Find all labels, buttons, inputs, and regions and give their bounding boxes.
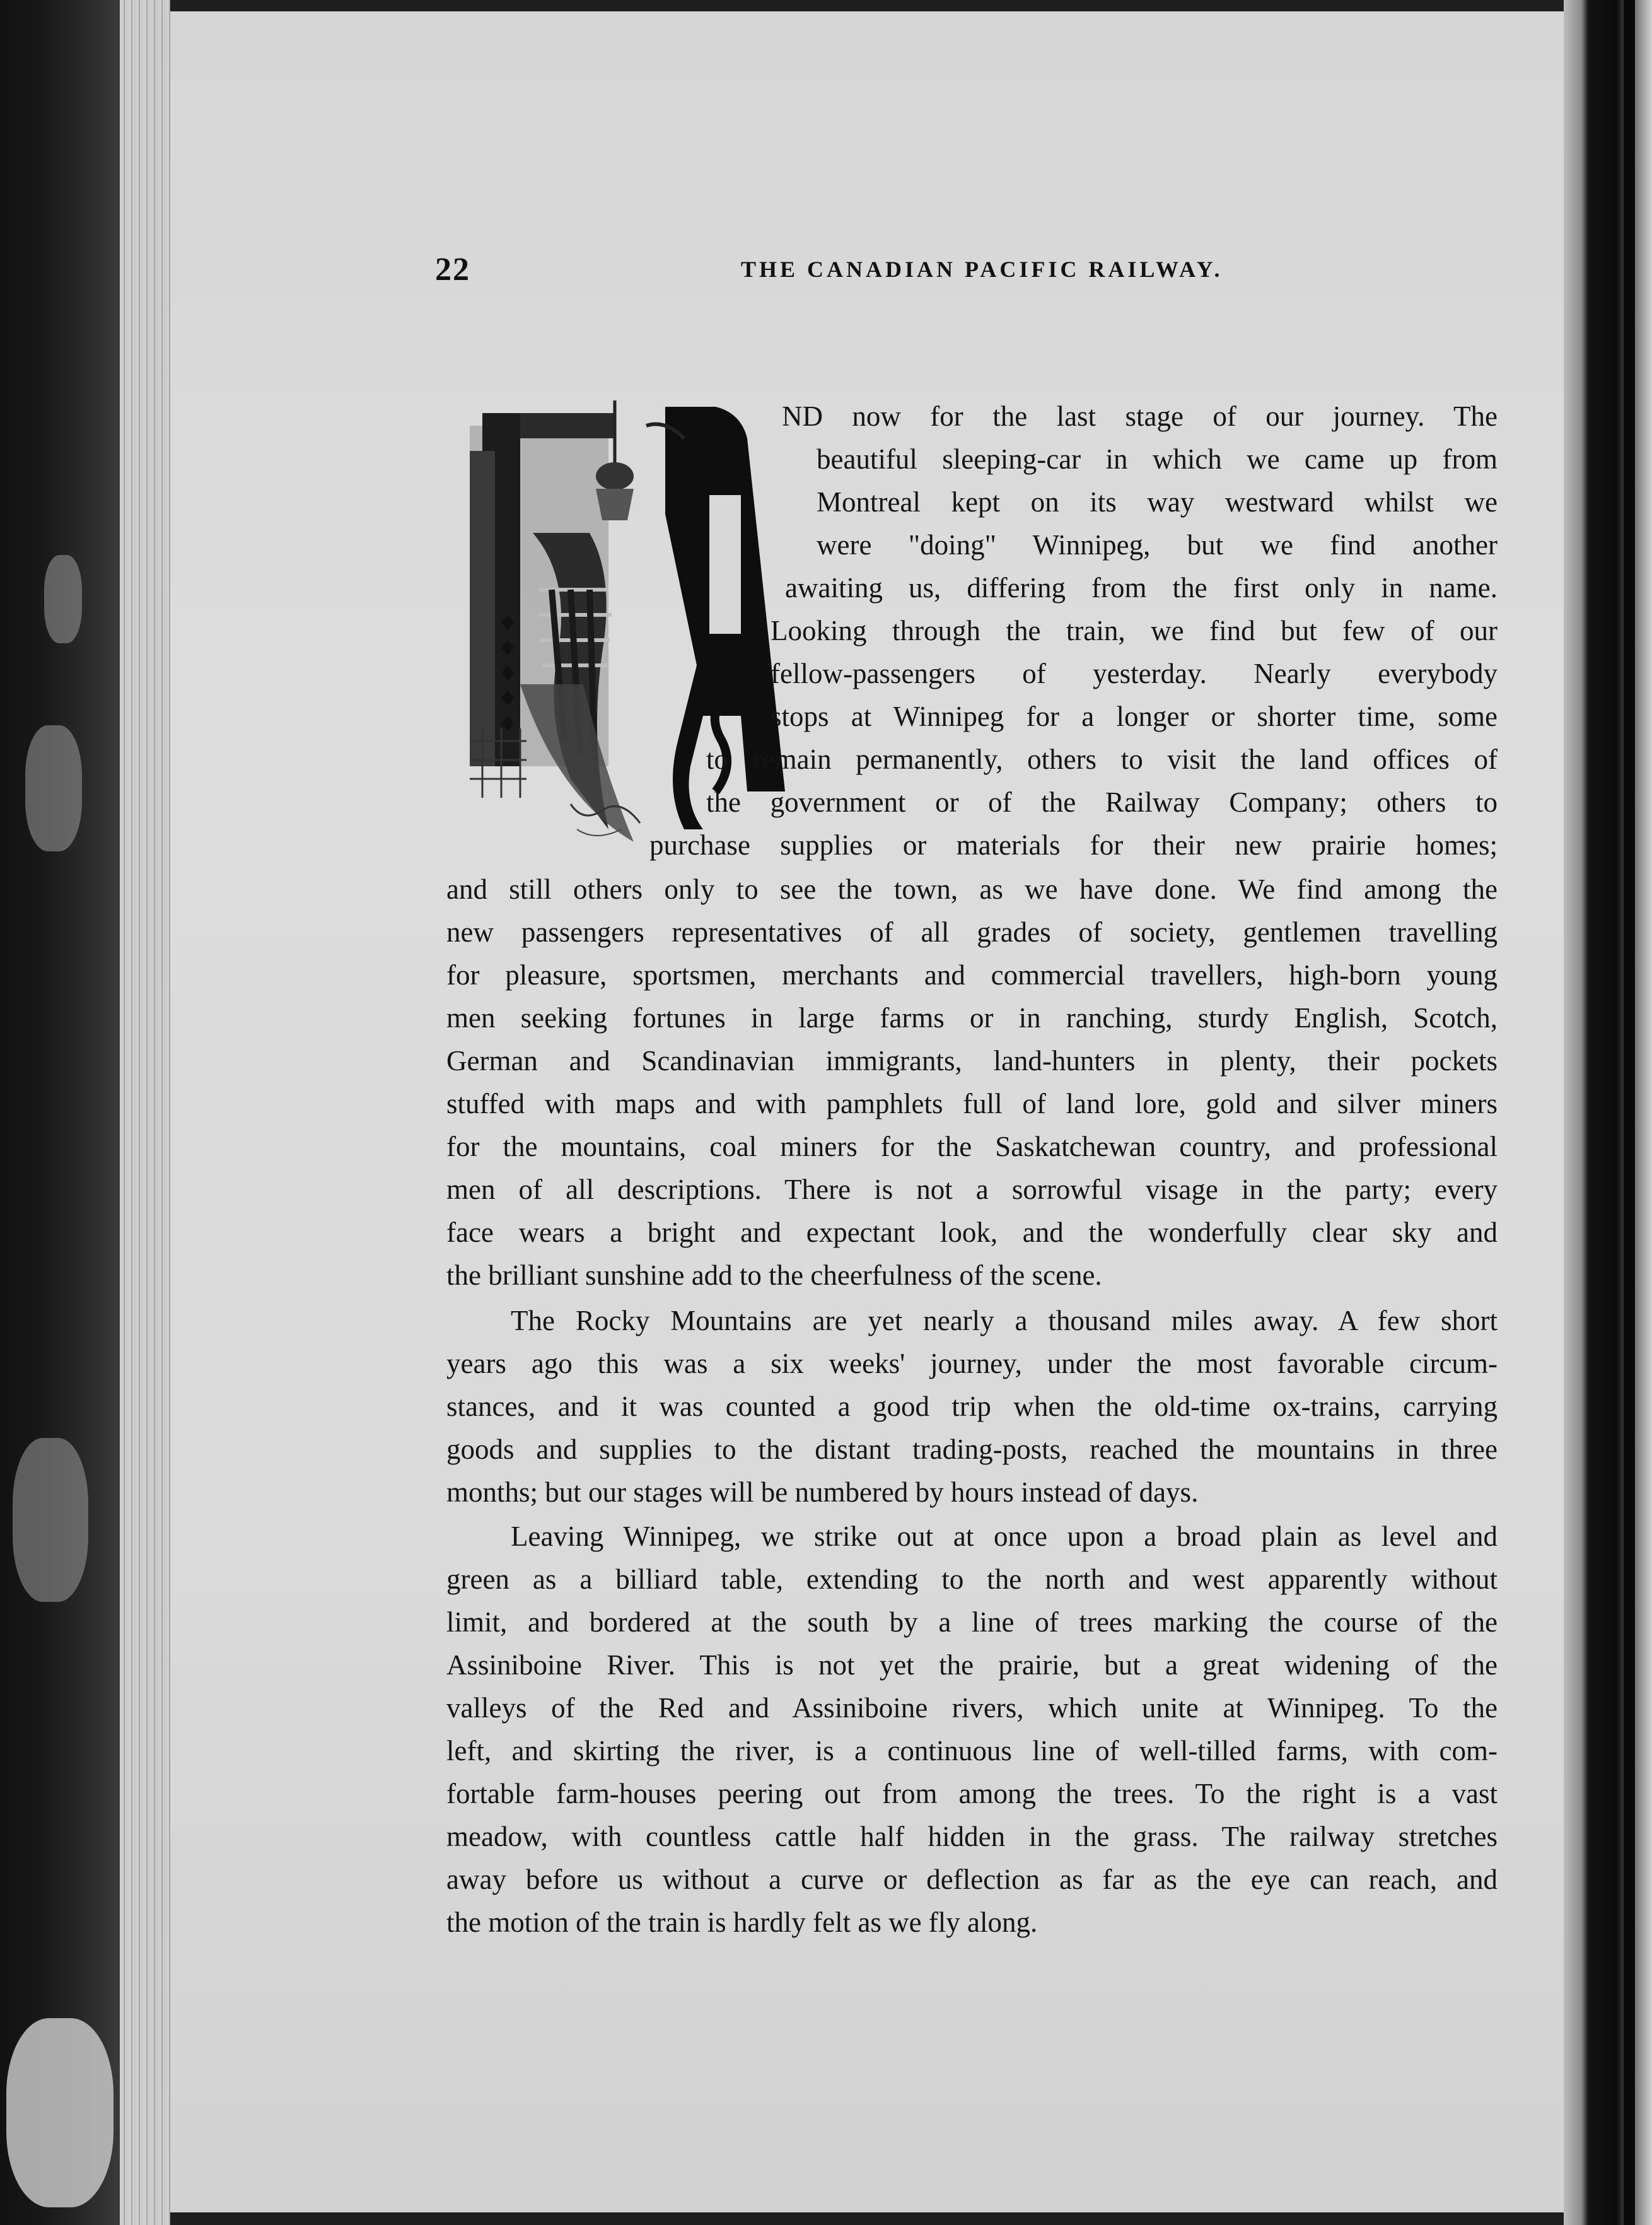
text-line: men seeking fortunes in large farms or in ranching, sturdy English, Scotch, <box>446 1002 1498 1034</box>
text-line: left, and skirting the river, is a continuous line of well-tilled farms, with com- <box>446 1735 1498 1767</box>
right-gutter-shadow <box>1564 0 1652 2225</box>
text-line: limit, and bordered at the south by a line of trees marking the course of the <box>446 1606 1498 1638</box>
text-line: goods and supplies to the distant trading-posts, reached the mountains in three <box>446 1434 1498 1465</box>
running-title: THE CANADIAN PACIFIC RAILWAY. <box>741 257 1223 282</box>
text-line: ND now for the last stage of our journey. The <box>782 400 1498 432</box>
running-head <box>435 251 1330 295</box>
text-line: green as a billiard table, extending to the north and west apparently without <box>446 1563 1498 1595</box>
text-line: for the mountains, coal miners for the Saskatchewan country, and professional <box>446 1131 1498 1162</box>
text-line: face wears a bright and expectant look, and the wonderfully clear sky and <box>446 1217 1498 1248</box>
text-line: the motion of the train is hardly felt as we fly along. <box>446 1907 1038 1938</box>
page-edge-stack <box>120 0 170 2225</box>
text-line: beautiful sleeping-car in which we came up from <box>817 443 1498 475</box>
text-line: Assiniboine River. This is not yet the prairie, but a great widening of the <box>446 1649 1498 1681</box>
text-line: fellow-passengers of yesterday. Nearly everybody <box>771 658 1498 689</box>
text-line: men of all descriptions. There is not a sorrowful visage in the party; every <box>446 1174 1498 1205</box>
dark-left-margin <box>0 0 120 2225</box>
text-line: to remain permanently, others to visit the land offices of <box>706 744 1498 775</box>
text-line: stances, and it was counted a good trip when the old-time ox-trains, carrying <box>446 1391 1498 1422</box>
text-line: purchase supplies or materials for their new prairie homes; <box>649 829 1498 861</box>
sleeping-car-illustration <box>470 400 640 842</box>
text-line: meadow, with countless cattle half hidden in the grass. The railway stretches <box>446 1821 1498 1852</box>
text-line: stops at Winnipeg for a longer or shorter time, some <box>771 701 1498 732</box>
text-line: The Rocky Mountains are yet nearly a thousand miles away. A few short <box>511 1305 1498 1336</box>
text-line: Looking through the train, we find but few of our <box>771 615 1498 646</box>
text-line: valleys of the Red and Assiniboine rivers, which unite at Winnipeg. To the <box>446 1692 1498 1724</box>
text-line: months; but our stages will be numbered by hours instead of days. <box>446 1476 1199 1508</box>
text-line: stuffed with maps and with pamphlets full of land lore, gold and silver miners <box>446 1088 1498 1119</box>
text-line: away before us without a curve or deflection as far as the eye can reach, and <box>446 1864 1498 1895</box>
text-line: new passengers representatives of all grades of society, gentlemen travelling <box>446 916 1498 948</box>
text-line: the government or of the Railway Company; others to <box>706 786 1498 818</box>
text-line: awaiting us, differing from the first only in name. <box>785 572 1498 604</box>
text-line: German and Scandinavian immigrants, land-hunters in plenty, their pockets <box>446 1045 1498 1077</box>
text-line: fortable farm-houses peering out from among the trees. To the right is a vast <box>446 1778 1498 1809</box>
text-line: years ago this was a six weeks' journey, under the most favorable circum- <box>446 1348 1498 1379</box>
text-line: Leaving Winnipeg, we strike out at once upon a broad plain as level and <box>511 1521 1498 1552</box>
text-line: for pleasure, sportsmen, merchants and commercial travellers, high-born young <box>446 959 1498 991</box>
text-line: Montreal kept on its way westward whilst we <box>817 486 1498 518</box>
text-line: and still others only to see the town, as we have done. We find among the <box>446 873 1498 905</box>
text-line: the brilliant sunshine add to the cheerfulness of the scene. <box>446 1259 1102 1291</box>
text-line: were "doing" Winnipeg, but we find another <box>817 529 1498 561</box>
page-number: 22 <box>435 252 470 288</box>
